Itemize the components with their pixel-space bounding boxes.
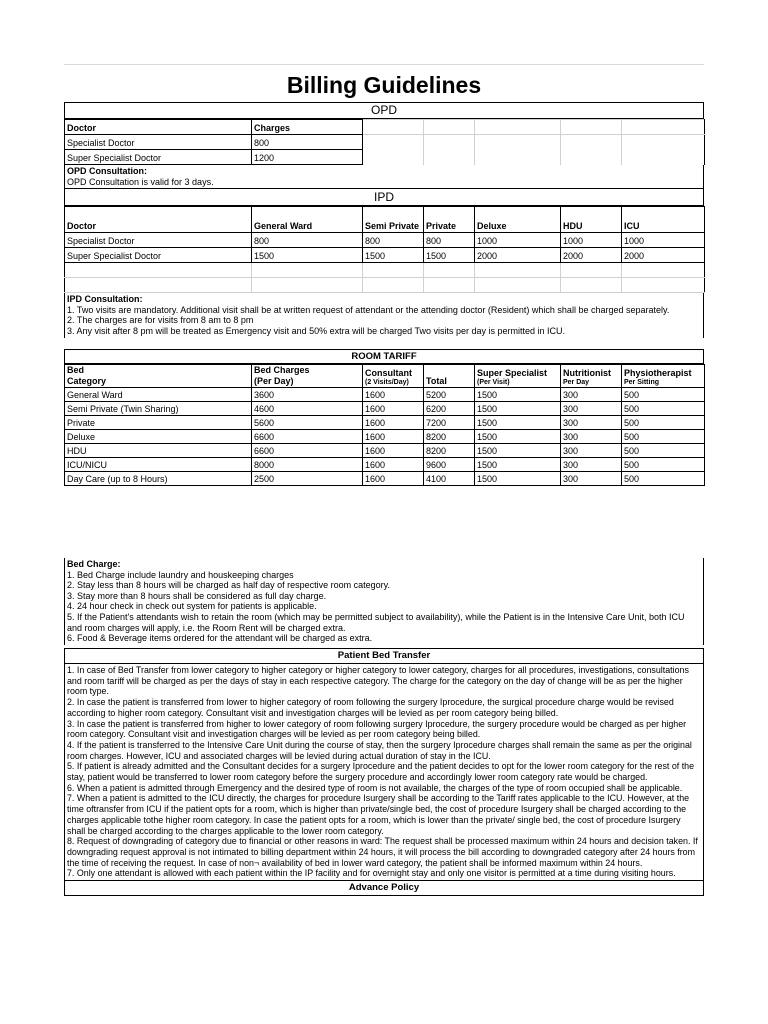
table-cell: 800 [252, 233, 363, 248]
table-cell: 300 [561, 472, 622, 486]
table-cell: 300 [561, 444, 622, 458]
table-cell: 1500 [475, 388, 561, 402]
bed-charge-item: 6. Food & Beverage items ordered for the attendant will be charged as extra. [67, 633, 373, 644]
advance-policy-heading: Advance Policy [64, 880, 704, 896]
ipd-note-item: 3. Any visit after 8 pm will be treated as Emergency visit and 50% extra will be charged Two visits per day is permitted in ICU. [67, 325, 566, 336]
table-cell: Super Specialist Doctor [65, 150, 252, 165]
ipd-col-icu: ICU [622, 207, 705, 233]
ipd-col-deluxe: Deluxe [475, 207, 561, 233]
bed-transfer-item: 6. When a patient is admitted through Emergency and the desired type of room is not available, the charges of the type of room occupied shall be applicable. [67, 782, 683, 793]
rt-col-bed-charges: Bed Charges (Per Day) [252, 365, 363, 388]
table-cell: 1500 [363, 248, 424, 263]
table-cell: 800 [363, 233, 424, 248]
table-cell: 300 [561, 402, 622, 416]
bed-charge-item: 2. Stay less than 8 hours will be charged as half day of respective room category. [67, 580, 391, 591]
table-cell: 5200 [424, 388, 475, 402]
table-cell: 2500 [252, 472, 363, 486]
bed-transfer-item: 2. In case the patient is transferred from lower to higher category of room following the surgery Iprocedure, the surgical procedure charge would be revised according to higher room category. Consultant visit and investigation charges will be levied as per room category being billed. [67, 697, 674, 718]
table-cell: 1000 [561, 233, 622, 248]
ipd-col-hdu: HDU [561, 207, 622, 233]
table-row [65, 472, 705, 486]
opd-note-heading: OPD Consultation: [67, 166, 147, 176]
bed-charge-note [64, 558, 704, 645]
bed-charge-item: 5. If the Patient's attendants wish to retain the room (which may be permitted subject to availability), while the Patient is in the Intensive Care Unit, both ICU and room charges will apply, i.e. the Room Rent will be charged extra. [67, 611, 685, 633]
rt-col-bed-category: Bed Category [65, 365, 252, 388]
table-cell: Deluxe [65, 430, 252, 444]
table-cell: 1500 [475, 458, 561, 472]
table-cell: 1600 [363, 472, 424, 486]
table-cell: 7200 [424, 416, 475, 430]
opd-col-charges: Charges [252, 120, 363, 135]
ipd-note [64, 293, 704, 337]
rt-col-consultant: Consultant (2 Visits/Day) [363, 365, 424, 388]
ipd-note-item: 2. The charges are for visits from 8 am to 8 pm [67, 315, 254, 326]
table-cell: Private [65, 416, 252, 430]
bed-transfer-item: 5. If patient is already admitted and the Consultant decides for a surgery Iprocedure and the patient decides to opt for the lower room category for the rest of the stay, patient would be transferred to lower room category before the surgery procedure and accordingly lower room category rate would be charged. [67, 761, 695, 783]
table-cell: 8200 [424, 430, 475, 444]
table-row [65, 388, 705, 402]
table-cell: 1000 [622, 233, 705, 248]
room-tariff-table [64, 364, 705, 486]
table-cell: 1500 [475, 416, 561, 430]
table-cell: 300 [561, 458, 622, 472]
ipd-note-heading: IPD Consultation: [67, 294, 143, 305]
table-cell: 1600 [363, 388, 424, 402]
table-cell: 500 [622, 458, 705, 472]
bed-charge-item: 1. Bed Charge include laundry and houskeeping charges [67, 569, 294, 580]
table-cell: 1600 [363, 416, 424, 430]
table-cell: 1500 [475, 430, 561, 444]
table-cell: 3600 [252, 388, 363, 402]
table-cell: 300 [561, 388, 622, 402]
table-cell: HDU [65, 444, 252, 458]
table-cell: 500 [622, 402, 705, 416]
rt-col-nutritionist: Nutritionist Per Day [561, 365, 622, 388]
table-cell: Semi Private (Twin Sharing) [65, 402, 252, 416]
bed-transfer-item: 8. Request of downgrading of category due to financial or other reasons in ward: The request shall be processed maximum within 24 hours and decision taken. If downgrading request approval is not intimated to billing department within 24 hours, it will process the bill according to downgraded category after 24 hours from the time of receiving the request. In case of non¬ availability of bed in lower ward category, the patient shall be informed maximum within 24 hours. [67, 836, 698, 868]
bed-transfer-item: 7. Only one attendant is allowed with each patient within the IP facility and for overnight stay and only one visitor is permitted at a time during visiting hours. [67, 868, 676, 879]
table-cell: 1600 [363, 444, 424, 458]
bed-charge-item: 4. 24 hour check in check out system for patients is applicable. [67, 601, 317, 612]
table-cell: 500 [622, 444, 705, 458]
table-cell: 800 [424, 233, 475, 248]
rt-col-physiotherapist: Physiotherapist Per Sitting [622, 365, 705, 388]
table-row [65, 458, 705, 472]
opd-table [64, 119, 705, 165]
table-cell: 8200 [424, 444, 475, 458]
page-title: Billing Guidelines [286, 72, 482, 98]
ipd-col-doctor: Doctor [65, 207, 252, 233]
table-cell: 1500 [475, 402, 561, 416]
ipd-col-private: Private [424, 207, 475, 233]
table-row [65, 444, 705, 458]
billing-sheet [64, 64, 704, 894]
opd-note-text: OPD Consultation is valid for 3 days. [67, 176, 214, 187]
table-cell: 2000 [561, 248, 622, 263]
table-cell: 500 [622, 430, 705, 444]
table-cell: 9600 [424, 458, 475, 472]
table-cell: 1000 [475, 233, 561, 248]
table-cell: 500 [622, 388, 705, 402]
table-cell: 6600 [252, 444, 363, 458]
table-cell: 1600 [363, 402, 424, 416]
table-cell: Specialist Doctor [65, 233, 252, 248]
table-cell: 1600 [363, 458, 424, 472]
table-cell: 500 [622, 416, 705, 430]
opd-col-doctor: Doctor [65, 120, 252, 135]
table-cell: 1500 [475, 472, 561, 486]
table-cell: 5600 [252, 416, 363, 430]
table-cell: General Ward [65, 388, 252, 402]
opd-heading: OPD [64, 102, 704, 119]
bed-transfer-item: 3. In case the patient is transferred from higher to lower category of room following surgery Iprocedure, the surgery procedure would be charged as per higher room category. Consultant visit and investigation charges will be levied as per room category being billed. [67, 718, 687, 740]
table-cell: 1500 [475, 444, 561, 458]
table-row [65, 402, 705, 416]
table-cell: 4600 [252, 402, 363, 416]
table-cell: 6200 [424, 402, 475, 416]
room-tariff-heading: ROOM TARIFF [64, 349, 704, 364]
bed-charge-heading: Bed Charge: [67, 559, 121, 569]
bed-transfer-item: 1. In case of Bed Transfer from lower category to higher category or higher category to lower category, charges for all procedures, investigations, consultations and room tariff will be charged as per the days of stay in each respective category. The charge for the category on the day of change will be as per the higher room type. [67, 665, 689, 697]
table-cell: 300 [561, 430, 622, 444]
table-cell: 500 [622, 472, 705, 486]
table-cell: Specialist Doctor [65, 135, 252, 150]
table-row [65, 416, 705, 430]
ipd-table [64, 206, 705, 293]
table-cell: Day Care (up to 8 Hours) [65, 472, 252, 486]
table-cell: 1600 [363, 430, 424, 444]
table-cell: 800 [252, 135, 363, 150]
ipd-note-item: 1. Two visits are mandatory. Additional visit shall be at written request of attendant or the attending doctor (Resident) which shall be charged separately. [67, 304, 670, 315]
bed-transfer-item: 4. If the patient is transferred to the Intensive Care Unit during the course of stay, then the surgery Iprocedure charges shall remain the same as per the original room charges. However, ICU and associated charges will be levied during actual duration of stay in the ICU. [67, 739, 692, 761]
bed-transfer-heading: Patient Bed Transfer [64, 648, 704, 664]
table-cell: 1500 [424, 248, 475, 263]
table-cell: 4100 [424, 472, 475, 486]
rt-col-total: Total [424, 365, 475, 388]
bed-transfer-note [64, 664, 704, 880]
rt-col-super-specialist: Super Specialist (Per Visit) [475, 365, 561, 388]
bed-transfer-item: 7. When a patient is admitted to the ICU directly, the charges for procedure Isurgery shall be according to the Tariff rates applicable to the ICU. However, at the time oftransfer from ICU if the patient opts for a room, which is higher than private/single bed, the cost of procedure Isurgery shall be charged according to the charges applicable tothe higher room category. In case the patient opts for a room, which is lower than the private/ single bed, the cost of procedure Isurgery shall be charged according to the charges applicable to the lower room category. [67, 793, 690, 836]
table-cell: ICU/NICU [65, 458, 252, 472]
table-cell: 2000 [475, 248, 561, 263]
table-row [65, 430, 705, 444]
table-cell: 8000 [252, 458, 363, 472]
table-cell: 1500 [252, 248, 363, 263]
table-cell: 300 [561, 416, 622, 430]
table-cell: 2000 [622, 248, 705, 263]
table-cell: 1200 [252, 150, 363, 165]
ipd-col-semi-private: Semi Private [363, 207, 424, 233]
ipd-heading: IPD [64, 188, 704, 206]
opd-note [64, 165, 704, 188]
bed-charge-item: 3. Stay more than 8 hours shall be considered as full day charge. [67, 590, 327, 601]
table-cell: Super Specialist Doctor [65, 248, 252, 263]
table-cell: 6600 [252, 430, 363, 444]
ipd-col-general-ward: General Ward [252, 207, 363, 233]
